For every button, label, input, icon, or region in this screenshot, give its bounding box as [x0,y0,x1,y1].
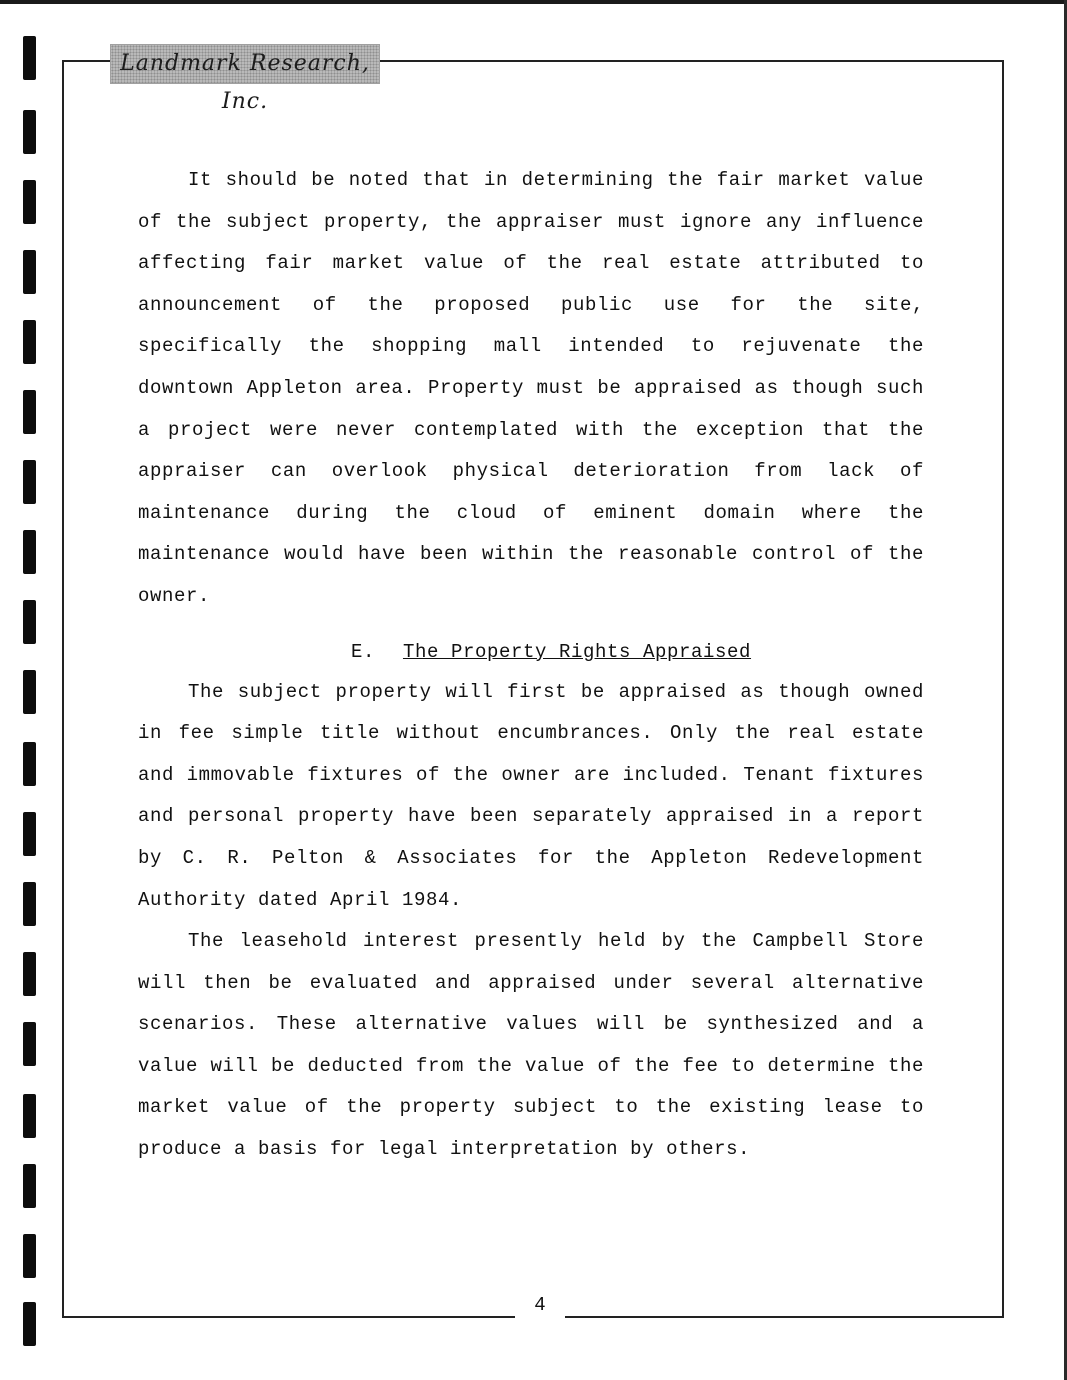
paragraph-leasehold-interest: The leasehold interest presently held by the Campbell Store will then be evaluated and appraised under several alternative scenarios. These alternative values will be synthesized and a value will be deducted from the value of the fee to determine the market value of the property subject to the existing lease to produce a basis for legal interpretation by others. [138,930,924,1161]
page-number: 4 [515,1292,565,1318]
binder-mark [23,670,36,714]
binder-mark [23,460,36,504]
section-title: The Property Rights Appraised [402,640,752,663]
page-top-edge [0,0,1067,4]
binder-mark [23,1234,36,1278]
binder-mark [23,1164,36,1208]
paragraph-fair-market-value: It should be noted that in determining the fair market value of the subject property, the appraiser must ignore any influence affecting fair market value of the real estate attributed to announcement of the proposed public use for the site, specifically the shopping mall intended to rejuvenate the downtown Appleton area. Property must be appraised as though such a project were never contemplated with the exception that the appraiser can overlook physical deterioration from lack of maintenance during the cloud of eminent domain where the maintenance would have been within the reasonable control of the owner. [138,169,924,607]
binder-mark [23,1022,36,1066]
binder-mark [23,320,36,364]
binder-mark [23,180,36,224]
binder-mark [23,812,36,856]
binder-mark [23,36,36,80]
binder-mark [23,250,36,294]
paragraph-fee-simple: The subject property will first be appraised as though owned in fee simple title without encumbrances. Only the real estate and immovable fixtures of the owner are included. Tenant fixtures and personal property have been separately appraised in a report by C. R. Pelton & Associates for the Appleton Redevelopment Authority dated April 1984. [138,680,924,911]
binder-mark [23,882,36,926]
document-body [138,160,924,1171]
section-heading [138,632,924,672]
binder-mark [23,600,36,644]
binder-mark [23,1094,36,1138]
binder-mark [23,742,36,786]
binder-mark [23,530,36,574]
company-logo-text: Landmark Research, Inc. [120,51,370,114]
binder-mark [23,952,36,996]
binder-mark [23,390,36,434]
section-letter: E. [350,640,375,663]
company-logo [110,44,380,114]
binder-mark [23,110,36,154]
binder-mark [23,1302,36,1346]
